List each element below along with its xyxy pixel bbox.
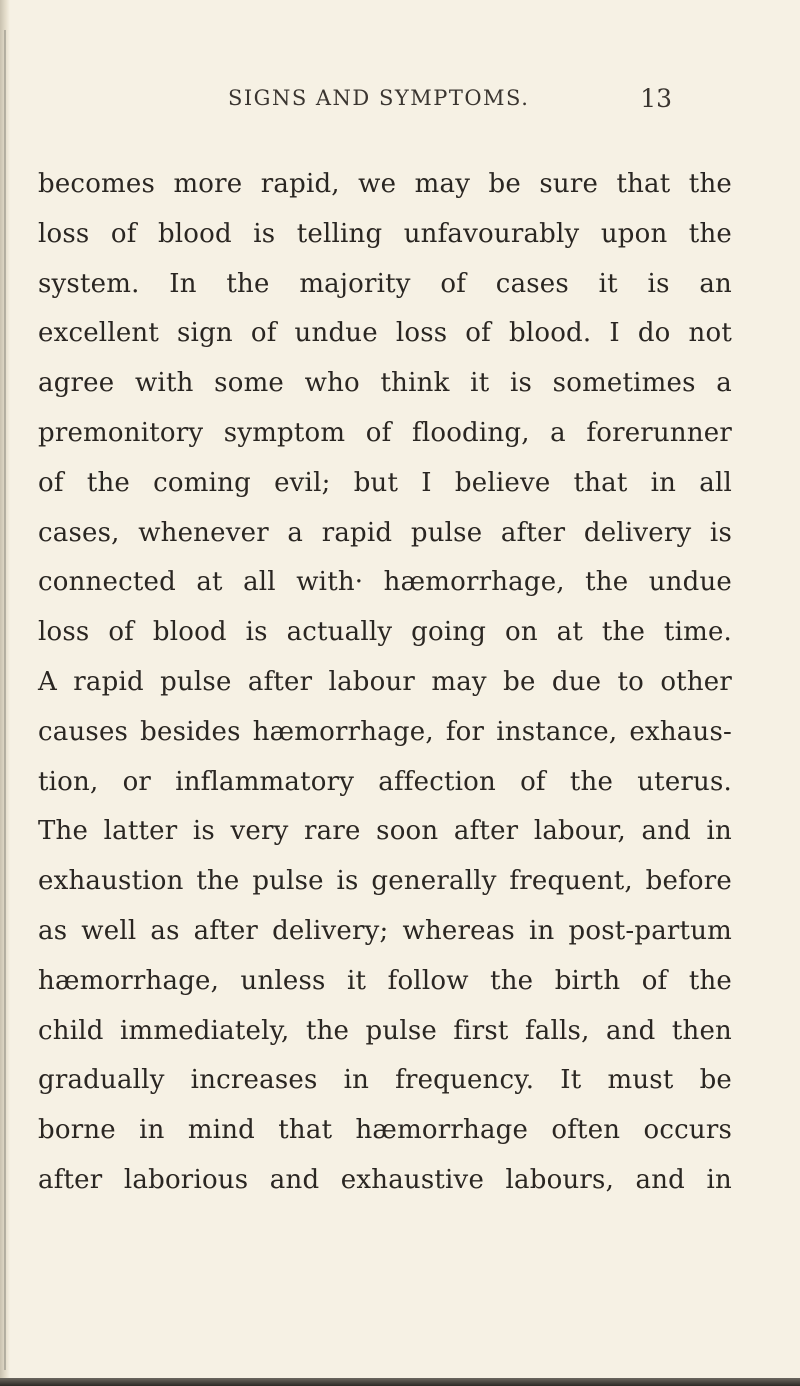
text-line: The latter is very rare soon after labour, and in [38, 816, 732, 847]
text-line: excellent sign of undue loss of blood. I do not [38, 318, 732, 349]
text-line: cases, whenever a rapid pulse after delivery is [38, 517, 732, 548]
text-line: system. In the majority of cases it is an [38, 268, 732, 299]
text-line: premonitory symptom of flooding, a forerunner [38, 417, 732, 448]
text-line: becomes more rapid, we may be sure that the [38, 169, 732, 199]
gutter-shadow-line [4, 30, 6, 1370]
text-line: loss of blood is actually going on at the time. [38, 617, 732, 648]
text-line: connected at all with· hæmorrhage, the undue [38, 567, 732, 598]
text-line: after laborious and exhaustive labours, and in [38, 1164, 732, 1195]
page-number: 13 [640, 84, 672, 113]
text-line: causes besides hæmorrhage, for instance, exhaus- [38, 716, 732, 747]
text-line: gradually increases in frequency. It must be [38, 1065, 732, 1096]
text-line: tion, or inflammatory affection of the uterus. [38, 766, 732, 797]
running-head: SIGNS AND SYMPTOMS. [228, 86, 530, 110]
body-text [38, 160, 732, 1206]
page-bottom-edge [0, 1378, 800, 1386]
page-gutter [0, 0, 10, 1386]
text-line: exhaustion the pulse is generally frequent, before [38, 866, 732, 897]
text-line: child immediately, the pulse first falls, and then [38, 1015, 732, 1046]
text-line: agree with some who think it is sometimes a [38, 368, 732, 399]
text-line: borne in mind that hæmorrhage often occurs [38, 1115, 732, 1146]
text-line: loss of blood is telling unfavourably upon the [38, 218, 732, 249]
text-line: of the coming evil; but I believe that in all [38, 467, 732, 498]
text-line: hæmorrhage, unless it follow the birth of the [38, 965, 732, 996]
text-line: A rapid pulse after labour may be due to other [38, 666, 732, 697]
text-line: as well as after delivery; whereas in post-partum [38, 915, 732, 946]
